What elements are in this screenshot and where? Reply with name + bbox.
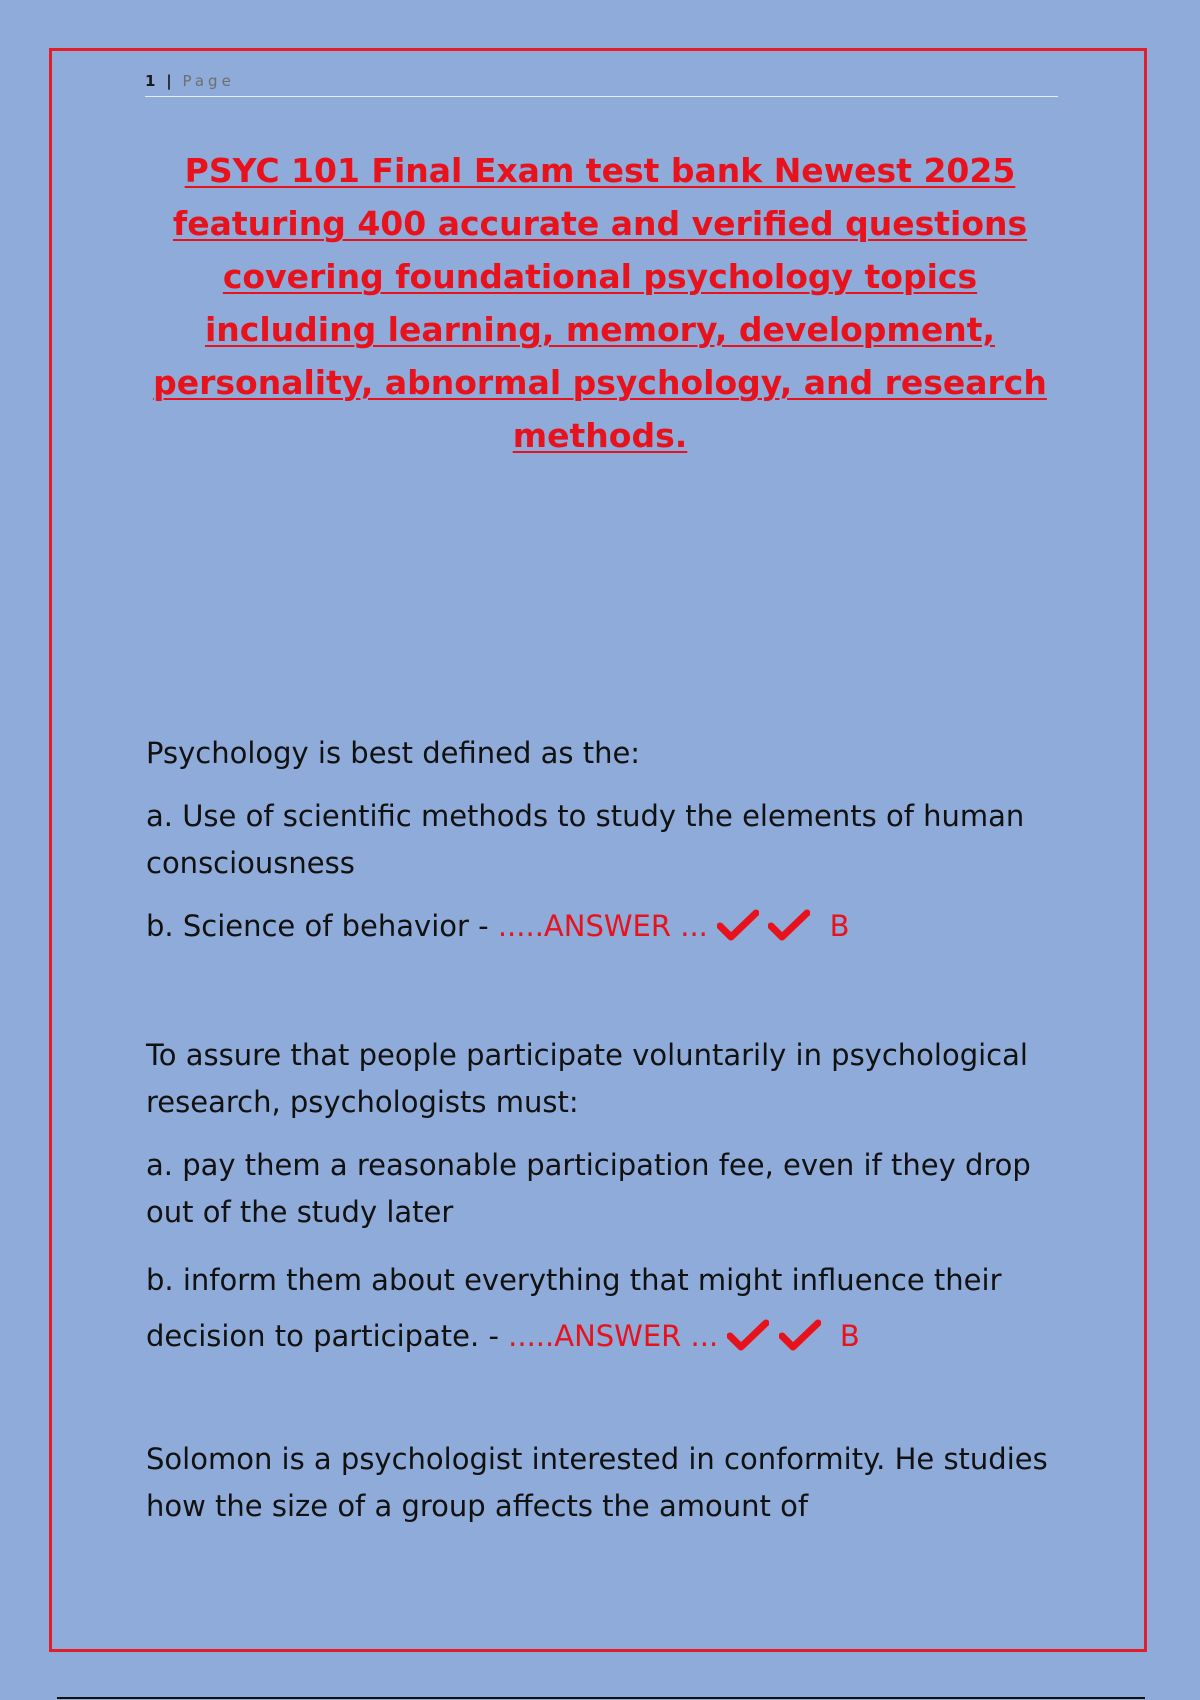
page-header (145, 72, 1058, 97)
answer-prefix: .....ANSWER ... (497, 909, 708, 943)
question-option-a: a. pay them a reasonable participation fee, even if they drop out of the study later (146, 1148, 1031, 1229)
question-stem: To assure that people participate voluntarily in psychological research, psychologists must: (146, 1038, 1028, 1119)
answer-prefix: .....ANSWER ... (508, 1319, 719, 1353)
question-option-b (146, 903, 1066, 950)
page-label: Page (182, 72, 235, 90)
bottom-divider (57, 1697, 1145, 1699)
question-option-a: a. Use of scientific methods to study the elements of human consciousness (146, 799, 1025, 880)
checkmark-icon (779, 1314, 821, 1348)
answer-letter: B (829, 909, 850, 943)
answer-letter: B (839, 1319, 860, 1353)
option-b-text: b. Science of behavior - (146, 909, 498, 943)
page-number: 1 (145, 72, 159, 90)
question-list (146, 730, 1066, 1530)
checkmark-icon (727, 1314, 769, 1348)
question-option-b (146, 1252, 1066, 1364)
question-stem: Solomon is a psychologist interested in conformity. He studies how the size of a group affects the amount of (146, 1442, 1048, 1523)
question-stem: Psychology is best defined as the: (146, 736, 641, 770)
checkmark-icon (768, 908, 810, 942)
page-separator: | (166, 72, 175, 90)
document-title: PSYC 101 Final Exam test bank Newest 2025 featuring 400 accurate and verified questions covering foundational psychology topics including learning, memory, development, personality, abnormal psychology, and research methods. (153, 151, 1047, 455)
checkmark-icon (717, 908, 759, 942)
option-b-text: b. inform them about everything that might influence their decision to participate. - (146, 1263, 1002, 1353)
